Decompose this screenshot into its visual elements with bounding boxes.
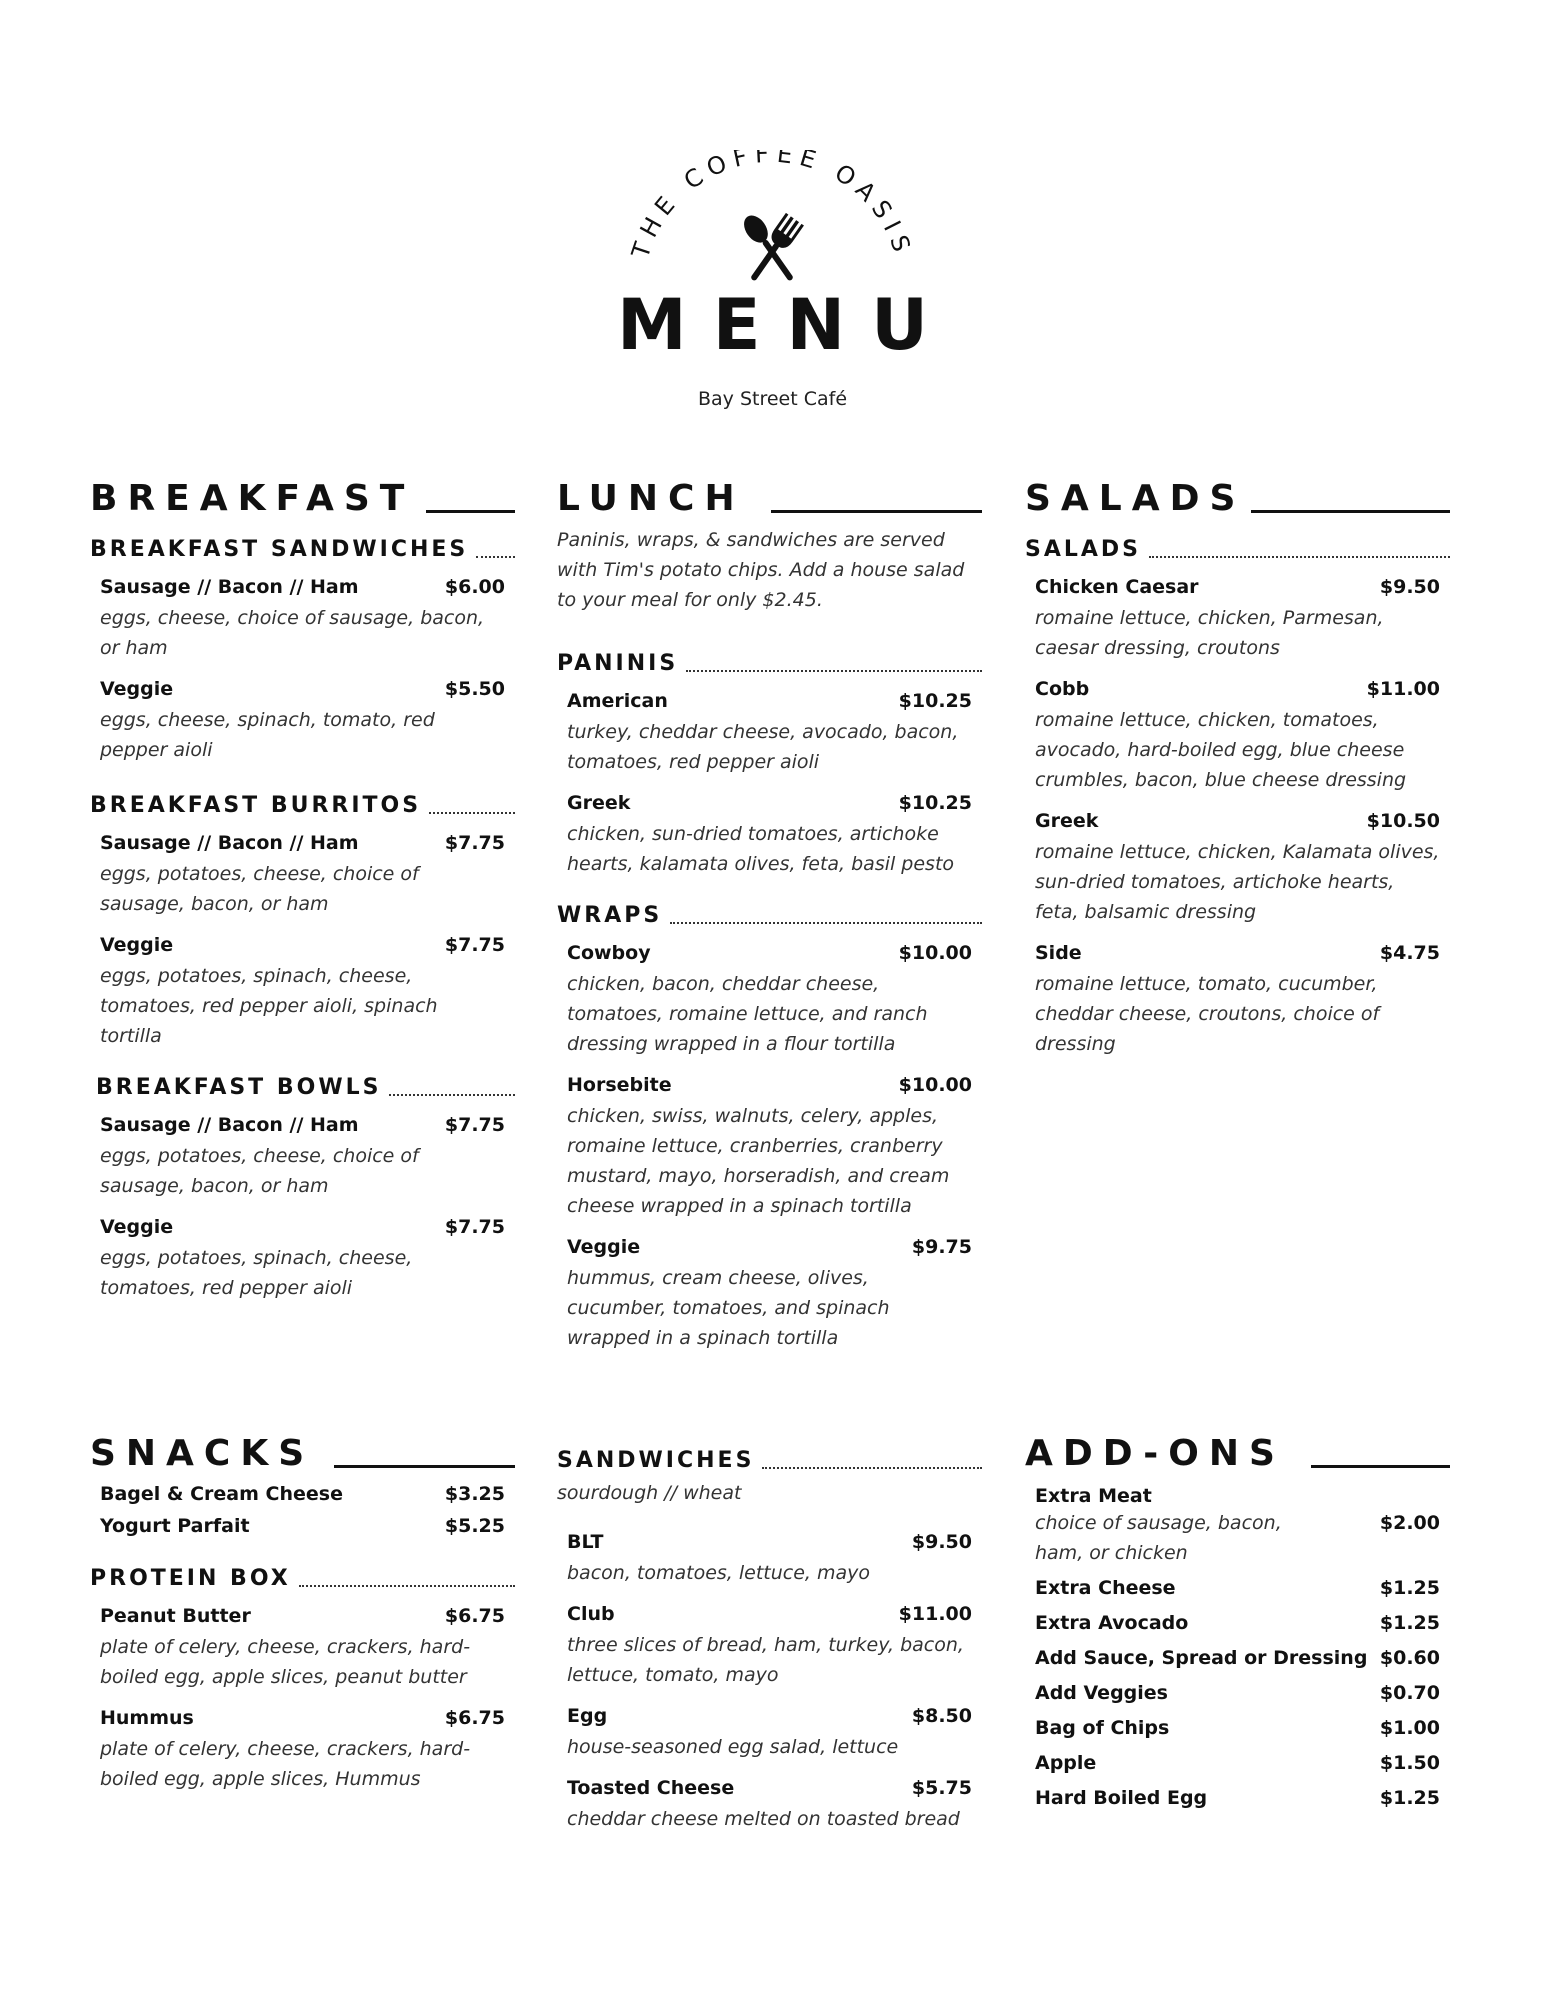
- subsection-title: BREAKFAST BURRITOS: [90, 793, 422, 818]
- breakfast-bowls-heading: [90, 1069, 515, 1099]
- dotted-leader: [670, 922, 982, 924]
- item-name: Bagel & Cream Cheese: [100, 1483, 343, 1505]
- menu-item: [90, 1604, 515, 1692]
- item-price: $1.25: [1379, 1577, 1440, 1599]
- item-price: $5.75: [911, 1777, 972, 1799]
- menu-title: MENU: [617, 284, 954, 366]
- item-description: three slices of bread, ham, turkey, bacon, lettuce, tomato, mayo: [567, 1634, 964, 1686]
- section-title: SALADS: [1025, 478, 1246, 519]
- item-name: Side: [1035, 942, 1082, 964]
- dotted-leader: [476, 556, 515, 558]
- menu-item: [557, 791, 982, 879]
- item-description: eggs, potatoes, cheese, choice of sausage, bacon, or ham: [100, 863, 419, 915]
- menu-item: [557, 1073, 982, 1221]
- menu-item: [557, 1235, 982, 1353]
- protein-box-heading: [90, 1560, 515, 1590]
- menu-item: [557, 1776, 982, 1834]
- menu-item: [90, 831, 515, 919]
- menu-item: [90, 933, 515, 1051]
- heading-rule: [1251, 510, 1450, 513]
- menu-item: [90, 677, 515, 765]
- breakfast-heading: [90, 465, 515, 517]
- menu-item: [557, 941, 982, 1059]
- item-name: Toasted Cheese: [567, 1777, 735, 1799]
- item-name: Apple: [1035, 1752, 1097, 1774]
- breakfast-sandwiches-heading: [90, 531, 515, 561]
- paninis-heading: [557, 645, 982, 675]
- menu-item: [90, 575, 515, 663]
- item-price: $1.25: [1379, 1612, 1440, 1634]
- item-description: romaine lettuce, chicken, Parmesan, caesar dressing, croutons: [1035, 607, 1384, 659]
- item-price: $10.00: [898, 1074, 972, 1096]
- item-price: $9.75: [911, 1236, 972, 1258]
- addons-heading: [1025, 1420, 1450, 1472]
- menu-item: [557, 689, 982, 777]
- sandwiches-section: [557, 1420, 982, 1834]
- item-description: cheddar cheese melted on toasted bread: [567, 1808, 960, 1830]
- brand-arc-text: THE COFFEE OASIS: [626, 150, 918, 262]
- lunch-section: [557, 465, 982, 1353]
- item-price: $6.00: [444, 576, 505, 598]
- item-price: $4.75: [1379, 942, 1440, 964]
- item-name: Veggie: [100, 934, 174, 956]
- salads-section: [1025, 465, 1450, 1059]
- item-name: Club: [567, 1603, 615, 1625]
- subsection-title: PROTEIN BOX: [90, 1566, 291, 1591]
- item-price: $7.75: [444, 1216, 505, 1238]
- menu-item: [1025, 677, 1450, 795]
- item-description: house-seasoned egg salad, lettuce: [567, 1736, 899, 1758]
- item-name: Cobb: [1035, 678, 1090, 700]
- item-price: $1.50: [1379, 1752, 1440, 1774]
- subsection-title: BREAKFAST BOWLS: [96, 1075, 382, 1100]
- item-name: Cowboy: [567, 942, 651, 964]
- item-name: Extra Meat: [1035, 1485, 1152, 1507]
- item-description: bacon, tomatoes, lettuce, mayo: [567, 1562, 871, 1584]
- menu-item: [557, 1704, 982, 1762]
- menu-item: [90, 1215, 515, 1303]
- menu-item: [90, 1706, 515, 1794]
- addons-section: [1025, 1420, 1450, 1810]
- item-description: chicken, bacon, cheddar cheese, tomatoes, romaine lettuce, and ranch dressing wrapped in a flour tortilla: [567, 973, 928, 1055]
- item-price: $6.75: [444, 1707, 505, 1729]
- item-price: $10.25: [898, 690, 972, 712]
- subsection-title: WRAPS: [557, 903, 663, 928]
- breakfast-burritos-heading: [90, 787, 515, 817]
- item-name: BLT: [567, 1531, 604, 1553]
- salads-heading: [1025, 465, 1450, 517]
- salads-subheading: [1025, 531, 1450, 561]
- subsection-title: SANDWICHES: [557, 1448, 755, 1473]
- item-description: romaine lettuce, tomato, cucumber, cheddar cheese, croutons, choice of dressing: [1035, 973, 1380, 1055]
- section-title: LUNCH: [557, 478, 745, 519]
- item-price: $11.00: [898, 1603, 972, 1625]
- item-name: Veggie: [100, 678, 174, 700]
- item-name: Yogurt Parfait: [100, 1515, 250, 1537]
- heading-rule: [334, 1465, 515, 1468]
- item-name: Egg: [567, 1705, 608, 1727]
- heading-rule: [771, 510, 982, 513]
- menu-item: [1025, 941, 1450, 1059]
- dotted-leader: [1149, 556, 1450, 558]
- item-price: $2.00: [1379, 1512, 1440, 1534]
- item-price: $1.00: [1379, 1717, 1440, 1739]
- item-price: $10.50: [1366, 810, 1440, 832]
- menu-item: [1025, 1484, 1450, 1568]
- item-price: $9.50: [1379, 576, 1440, 598]
- item-name: Sausage // Bacon // Ham: [100, 832, 359, 854]
- menu-item: [557, 1530, 982, 1588]
- item-description: romaine lettuce, chicken, Kalamata olives, sun-dried tomatoes, artichoke hearts, feta, balsamic dressing: [1035, 841, 1440, 923]
- item-description: eggs, cheese, spinach, tomato, red pepper aioli: [100, 709, 435, 761]
- dotted-leader: [299, 1585, 515, 1587]
- item-description: plate of celery, cheese, crackers, hard-boiled egg, apple slices, Hummus: [100, 1738, 471, 1790]
- item-price: $7.75: [444, 934, 505, 956]
- item-description: chicken, swiss, walnuts, celery, apples, romaine lettuce, cranberries, cranberry mustard, mayo, horseradish, and cream cheese wrapped in a spinach tortilla: [567, 1105, 950, 1217]
- item-name: Chicken Caesar: [1035, 576, 1199, 598]
- breakfast-section: [90, 465, 515, 1303]
- dotted-leader: [389, 1094, 515, 1096]
- cafe-name: Bay Street Café: [697, 388, 848, 410]
- item-name: Bag of Chips: [1035, 1717, 1170, 1739]
- item-description: turkey, cheddar cheese, avocado, bacon, tomatoes, red pepper aioli: [567, 721, 959, 773]
- item-name: Hummus: [100, 1707, 194, 1729]
- dotted-leader: [686, 670, 982, 672]
- item-name: Hard Boiled Egg: [1035, 1787, 1208, 1809]
- menu-item: [1025, 575, 1450, 663]
- item-price: $5.50: [444, 678, 505, 700]
- snacks-section: [90, 1420, 515, 1794]
- item-description: romaine lettuce, chicken, tomatoes, avocado, hard-boiled egg, blue cheese crumbles, bacon, blue cheese dressing: [1035, 709, 1407, 791]
- item-name: Sausage // Bacon // Ham: [100, 576, 359, 598]
- item-name: Greek: [567, 792, 631, 814]
- item-description: eggs, potatoes, spinach, cheese, tomatoes, red pepper aioli: [100, 1247, 413, 1299]
- item-description: plate of celery, cheese, crackers, hard-boiled egg, apple slices, peanut butter: [100, 1636, 471, 1688]
- menu-item: [90, 1113, 515, 1201]
- item-price: $7.75: [444, 832, 505, 854]
- item-name: American: [567, 690, 668, 712]
- heading-rule: [1311, 1465, 1450, 1468]
- wraps-heading: [557, 897, 982, 927]
- section-title: SNACKS: [90, 1433, 315, 1474]
- menu-item: [90, 1482, 515, 1538]
- spoon-fork-crossed-icon: [739, 211, 804, 286]
- item-price: $0.60: [1379, 1647, 1440, 1669]
- item-price: $10.25: [898, 792, 972, 814]
- item-name: Veggie: [567, 1236, 641, 1258]
- item-price: $9.50: [911, 1531, 972, 1553]
- item-description: eggs, cheese, choice of sausage, bacon, or ham: [100, 607, 485, 659]
- menu-item: [1025, 809, 1450, 927]
- item-price: $0.70: [1379, 1682, 1440, 1704]
- item-price: $5.25: [444, 1515, 505, 1537]
- item-name: Peanut Butter: [100, 1605, 251, 1627]
- item-price: $1.25: [1379, 1787, 1440, 1809]
- item-name: Add Veggies: [1035, 1682, 1168, 1704]
- dotted-leader: [429, 812, 515, 814]
- menu-item: [557, 1602, 982, 1690]
- snacks-heading: [90, 1420, 515, 1472]
- subsection-title: PANINIS: [557, 651, 679, 676]
- item-name: Horsebite: [567, 1074, 672, 1096]
- subsection-title: SALADS: [1025, 537, 1142, 562]
- heading-rule: [426, 510, 515, 513]
- item-name: Add Sauce, Spread or Dressing: [1035, 1647, 1368, 1669]
- bread-options: sourdough // wheat: [557, 1482, 742, 1504]
- item-name: Sausage // Bacon // Ham: [100, 1114, 359, 1136]
- section-title: ADD-ONS: [1025, 1433, 1285, 1474]
- subsection-title: BREAKFAST SANDWICHES: [90, 537, 469, 562]
- item-name: Veggie: [100, 1216, 174, 1238]
- item-description: eggs, potatoes, spinach, cheese, tomatoes, red pepper aioli, spinach tortilla: [100, 965, 438, 1047]
- item-description: choice of sausage, bacon, ham, or chicken: [1035, 1512, 1282, 1564]
- sandwiches-heading: [557, 1420, 982, 1472]
- item-price: $8.50: [911, 1705, 972, 1727]
- item-price: $7.75: [444, 1114, 505, 1136]
- addon-list: [1025, 1576, 1450, 1810]
- item-name: Greek: [1035, 810, 1099, 832]
- item-description: eggs, potatoes, cheese, choice of sausage, bacon, or ham: [100, 1145, 419, 1197]
- item-price: $11.00: [1366, 678, 1440, 700]
- item-name: Extra Avocado: [1035, 1612, 1189, 1634]
- dotted-leader: [762, 1467, 982, 1469]
- item-name: Extra Cheese: [1035, 1577, 1176, 1599]
- section-title: BREAKFAST: [90, 478, 415, 519]
- lunch-intro: Paninis, wraps, & sandwiches are served with Tim's potato chips. Add a house salad to your meal for only $2.45.: [557, 529, 965, 611]
- item-description: chicken, sun-dried tomatoes, artichoke hearts, kalamata olives, feta, basil pesto: [567, 823, 955, 875]
- item-price: $6.75: [444, 1605, 505, 1627]
- item-price: $10.00: [898, 942, 972, 964]
- item-price: $3.25: [444, 1483, 505, 1505]
- lunch-heading: [557, 465, 982, 517]
- item-description: hummus, cream cheese, olives, cucumber, tomatoes, and spinach wrapped in a spinach tortilla: [567, 1267, 890, 1349]
